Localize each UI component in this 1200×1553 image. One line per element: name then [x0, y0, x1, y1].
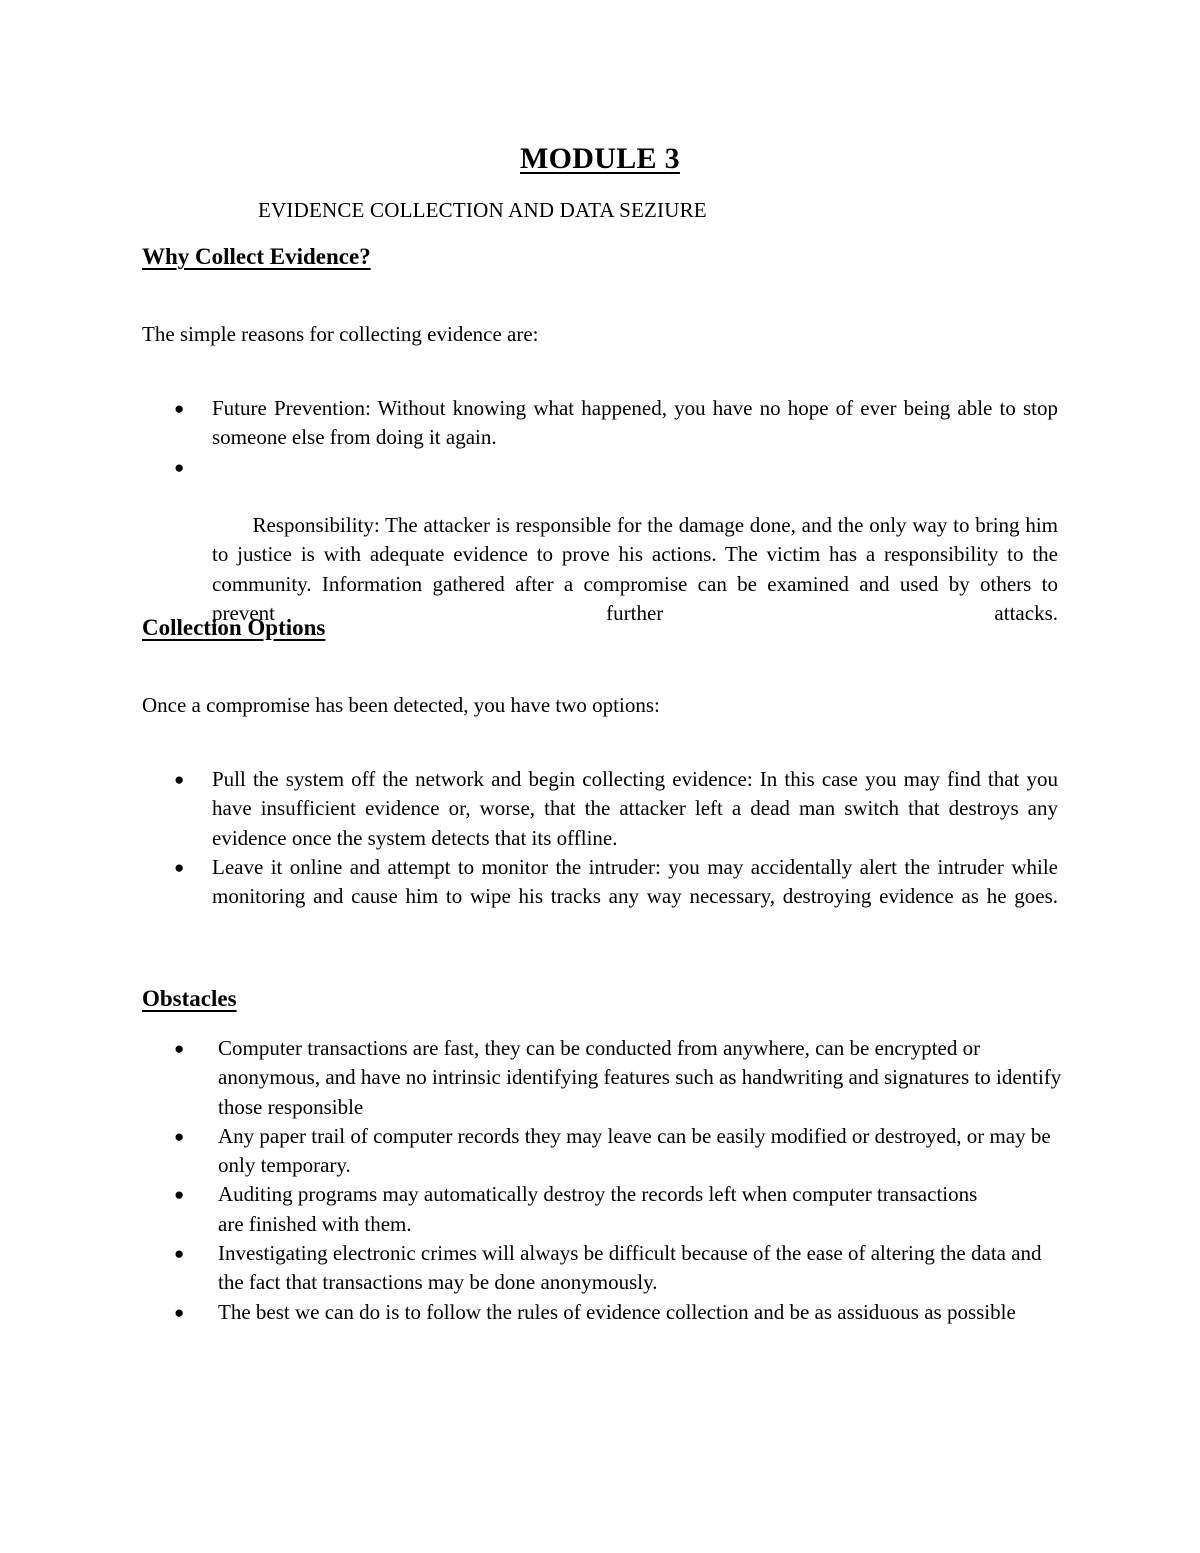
list-item-text: Pull the system off the network and begin collecting evidence: In this case you may find that you have insufficient evidence or, worse, that the attacker left a dead man switch that destroys any evidence once the system detects that its offline. [212, 767, 1058, 850]
why-intro-text: The simple reasons for collecting evidence are: [142, 322, 539, 346]
heading-obstacles: Obstacles [142, 986, 237, 1011]
list-item [174, 1239, 1064, 1298]
list-item-text: Computer transactions are fast, they can be conducted from anywhere, can be encrypted or anonymous, and have no intrinsic identifying features such as handwriting and signatures to identify those responsible [218, 1036, 1062, 1119]
obstacles-bullet-list [0, 1034, 1064, 1327]
list-item-text: Future Prevention: Without knowing what happened, you have no hope of ever being able to stop someone else from doing it again. [212, 396, 1058, 450]
list-item [174, 765, 1058, 853]
options-intro-text: Once a compromise has been detected, you have two options: [142, 693, 660, 717]
heading-why-collect-evidence: Why Collect Evidence? [142, 244, 371, 269]
list-item [174, 1122, 1064, 1181]
bullet-icon: ● [174, 399, 185, 418]
list-item-text: Leave it online and attempt to monitor the intruder: you may accidentally alert the intruder while monitoring and cause him to wipe his tracks any way necessary, destroying evidence as he goes. [212, 854, 1058, 909]
heading-collection-options: Collection Options [142, 615, 326, 640]
list-item-text: The best we can do is to follow the rules of evidence collection and be as assiduous as possible [218, 1299, 1016, 1324]
list-item [174, 1298, 1064, 1327]
bullet-icon: ● [174, 770, 185, 789]
list-item-text: Responsibility: The attacker is responsible for the damage done, and the only way to bring him to justice is with adequate evidence to prove his actions. The victim has a responsibility to the community. Information gathered after a compromise can be examined and used by others to prevent further attacks. [212, 513, 1064, 626]
list-item [174, 853, 1058, 912]
list-item [174, 394, 1058, 453]
bullet-icon: ● [174, 1244, 185, 1264]
page-subtitle: EVIDENCE COLLECTION AND DATA SEZIURE [258, 198, 707, 222]
bullet-icon: ● [174, 1302, 185, 1322]
list-item-text: Investigating electronic crimes will always be difficult because of the ease of altering the data and the fact that transactions may be done anonymously. [218, 1241, 1042, 1295]
bullet-icon: ● [174, 457, 185, 477]
bullet-icon: ● [174, 1126, 185, 1146]
bullet-icon: ● [174, 1039, 185, 1058]
page-title: MODULE 3 [520, 142, 680, 175]
list-item [174, 1180, 978, 1239]
list-item [174, 453, 1064, 658]
list-item [174, 1034, 1064, 1122]
options-bullet-list [0, 765, 1058, 911]
bullet-icon: ● [174, 1185, 185, 1205]
list-item-text: Any paper trail of computer records they may leave can be easily modified or destroyed, or may be only temporary. [218, 1123, 1051, 1178]
bullet-icon: ● [174, 857, 185, 877]
list-item-text: Auditing programs may automatically destroy the records left when computer transactions are finished with them. [218, 1182, 978, 1236]
